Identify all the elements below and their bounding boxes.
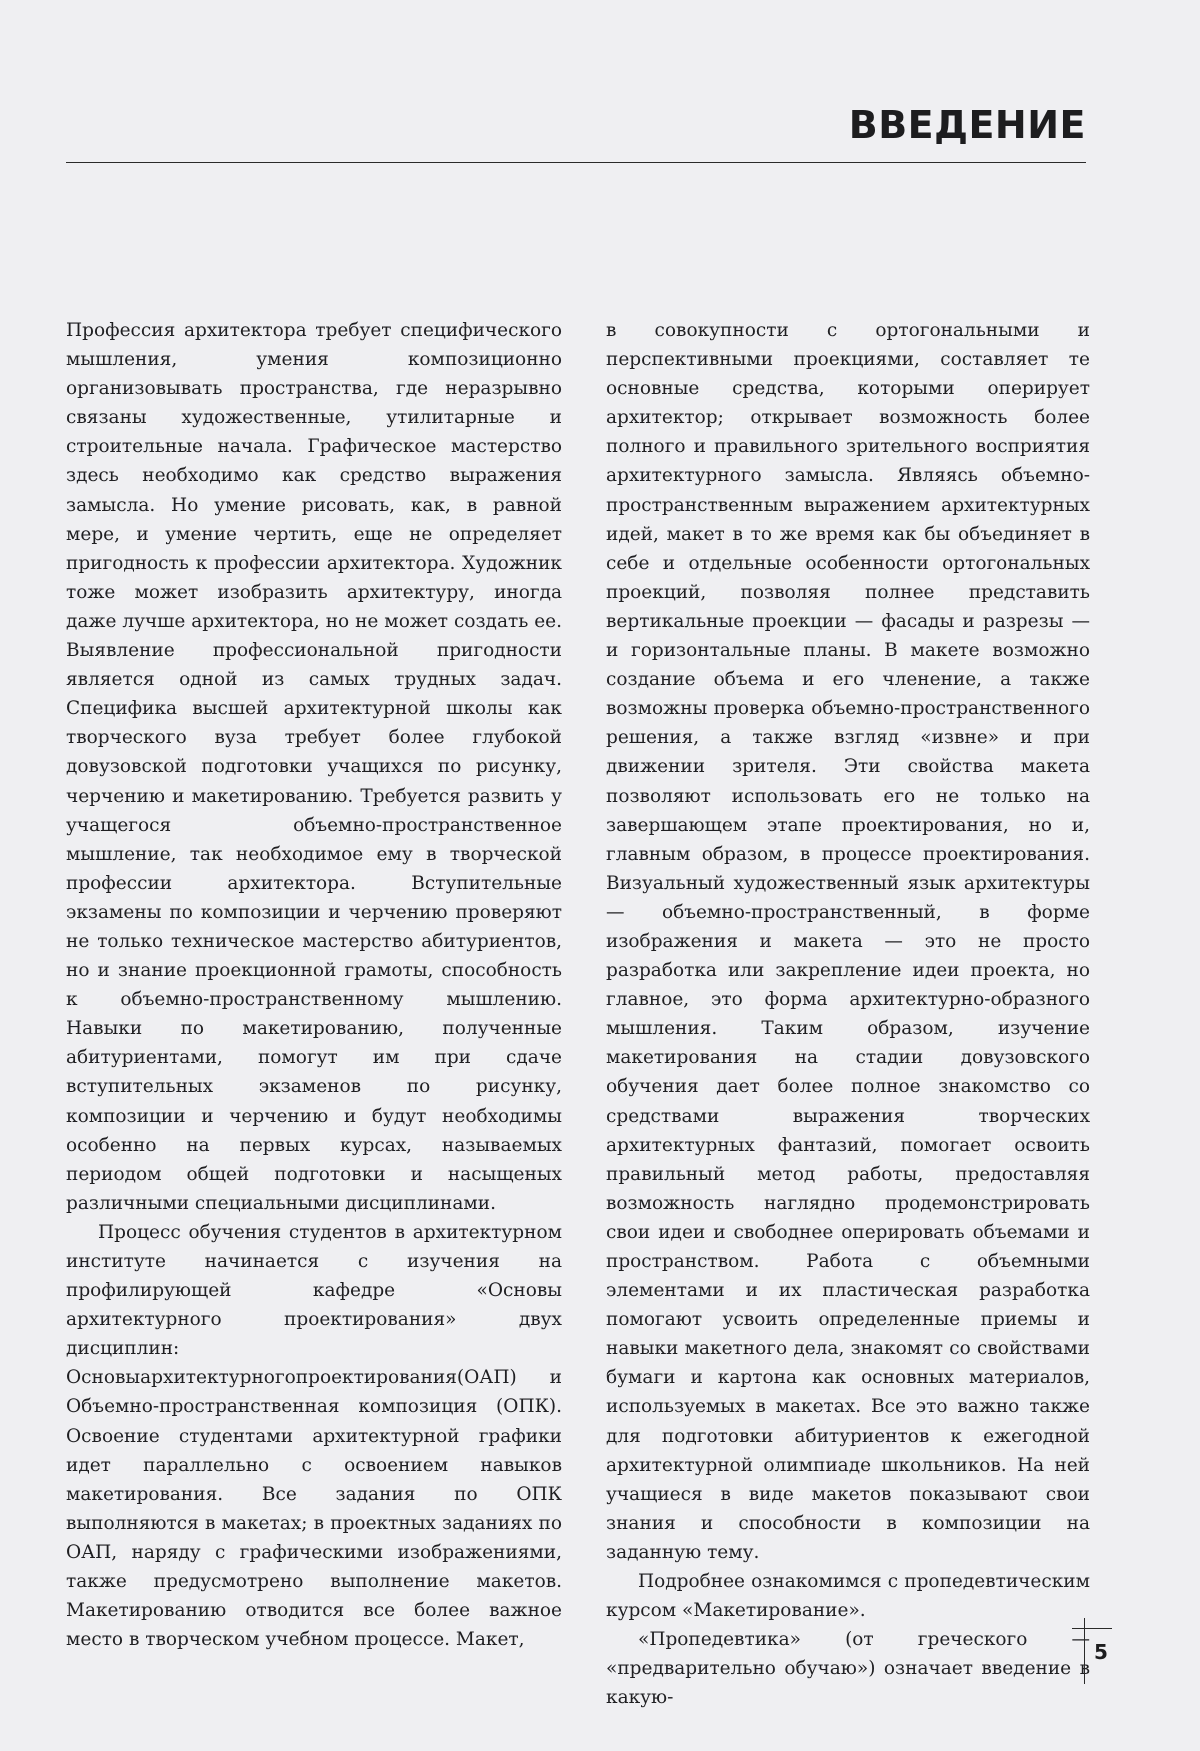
page-footer — [1084, 1618, 1114, 1688]
paragraph: Процесс обучения студентов в архитектурном институте начинается с изучения на профилирующей кафедре «Основы архитектурного проектирования» двух дисциплин: Основыархитектурногопроектирования(ОАП) и Объемно-пространственная композиция (ОПК). Освоение студентами архитектурной графики идет параллельно с освоением навыков макетирования. Все задания по ОПК выполняются в макетах; в проектных заданиях по ОАП, наряду с графическими изображениями, также предусмотрено выполнение макетов. Макетированию отводится все более важное место в творческом учебном процессе. Макет, — [66, 1221, 562, 1651]
header-rule — [66, 162, 1086, 163]
paragraph: Подробнее ознакомимся с пропедевтическим курсом «Макетирование». — [606, 1571, 1090, 1622]
page-header — [66, 96, 1086, 166]
paragraph: «Пропедевтика» (от греческого — «предварительно обучаю») означает введение в какую- — [606, 1629, 1090, 1709]
text-column-right — [606, 316, 1090, 1713]
footer-rule-horizontal — [1072, 1628, 1112, 1629]
page-title: ВВЕДЕНИЕ — [848, 103, 1086, 147]
paragraph: Профессия архитектора требует специфического мышления, умения композиционно организовывать пространства, где неразрывно связаны художественные, утилитарные и строительные начала. Графическое мастерство здесь необходимо как средство выражения замысла. Но умение рисовать, как, в равной мере, и умение чертить, еще не определяет пригодность к профессии архитектора. Художник тоже может изобразить архитектуру, иногда даже лучше архитектора, но не может создать ее. Выявление профессиональной пригодности является одной из самых трудных задач. Специфика высшей архитектурной школы как творческого вуза требует более глубокой довузовской подготовки учащихся по рисунку, черчению и макетированию. Требуется развить у учащегося объемно-пространственное мышление, так необходимое ему в творческой профессии архитектора. Вступительные экзамены по композиции и черчению проверяют не только техническое мастерство абитуриентов, но и знание проекционной грамоты, способность к объемно-пространственному мышлению. Навыки по макетированию, полученные абитуриентами, помогут им при сдаче вступительных экзаменов по рисунку, композиции и черчению и будут необходимы особенно на первых курсах, называемых периодом общей подготовки и насыщеных различными специальными дисциплинами. — [66, 320, 562, 1214]
page-number: 5 — [1094, 1640, 1108, 1664]
text-column-left — [66, 316, 562, 1654]
paragraph: в совокупности с ортогональными и перспективными проекциями, составляет те основные средства, которыми оперирует архитектор; открывает возможность более полного и правильного зрительного восприятия архитектурного замысла. Являясь объемно-пространственным выражением архитектурных идей, макет в то же время как бы объединяет в себе и отдельные особенности ортогональных проекций, позволяя полнее представить вертикальные проекции — фасады и разрезы — и горизонтальные планы. В макете возможно создание объема и его членение, а также возможны проверка объемно-пространственного решения, а также взгляд «извне» и при движении зрителя. Эти свойства макета позволяют использовать его не только на завершающем этапе проектирования, но и, главным образом, в процессе проектирования. Визуальный художественный язык архитектуры — объемно-пространственный, в форме изображения и макета — это не просто разработка или закрепление идеи проекта, но главное, это форма архитектурно-образного мышления. Таким образом, изучение макетирования на стадии довузовского обучения дает более полное знакомство со средствами выражения творческих архитектурных фантазий, помогает освоить правильный метод работы, предоставляя возможность наглядно продемонстрировать свои идеи и свободнее оперировать объемами и пространством. Работа с объемными элементами и их пластическая разработка помогают усвоить определенные приемы и навыки макетного дела, знакомят со свойствами бумаги и картона как основных материалов, используемых в макетах. Все это важно также для подготовки абитуриентов к ежегодной архитектурной олимпиаде школьников. На ней учащиеся в виде макетов показывают свои знания и способности в композиции на заданную тему. — [606, 320, 1090, 1563]
